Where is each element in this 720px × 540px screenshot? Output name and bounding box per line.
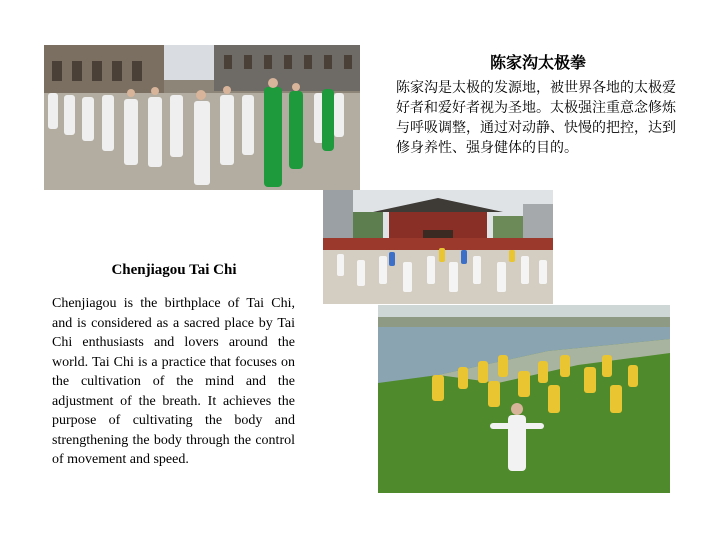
english-title: Chenjiagou Tai Chi xyxy=(111,262,237,278)
riverside-taichi-photo xyxy=(378,305,670,493)
english-paragraph: Chenjiagou is the birthplace of Tai Chi, and is considered as a sacred place by Tai Chi enthusiasts and lovers around the world. Tai Chi is a practice that focuses on the cultivation of the mind and the adjustment of the breath. It achieves the purpose of cultivating the body and strengthening the body through the control of movement and speed. xyxy=(52,296,295,467)
square-taichi-photo xyxy=(44,45,360,190)
temple-taichi-photo xyxy=(323,190,553,304)
chinese-title: 陈家沟太极拳 xyxy=(489,53,586,72)
chinese-paragraph: 陈家沟是太极的发源地，被世界各地的太极爱好者和爱好者视为圣地。太极强注重意念修炼与呼吸调整，通过对动静、快慢的把控，达到修身养性、强身健体的目的。 xyxy=(396,80,676,156)
